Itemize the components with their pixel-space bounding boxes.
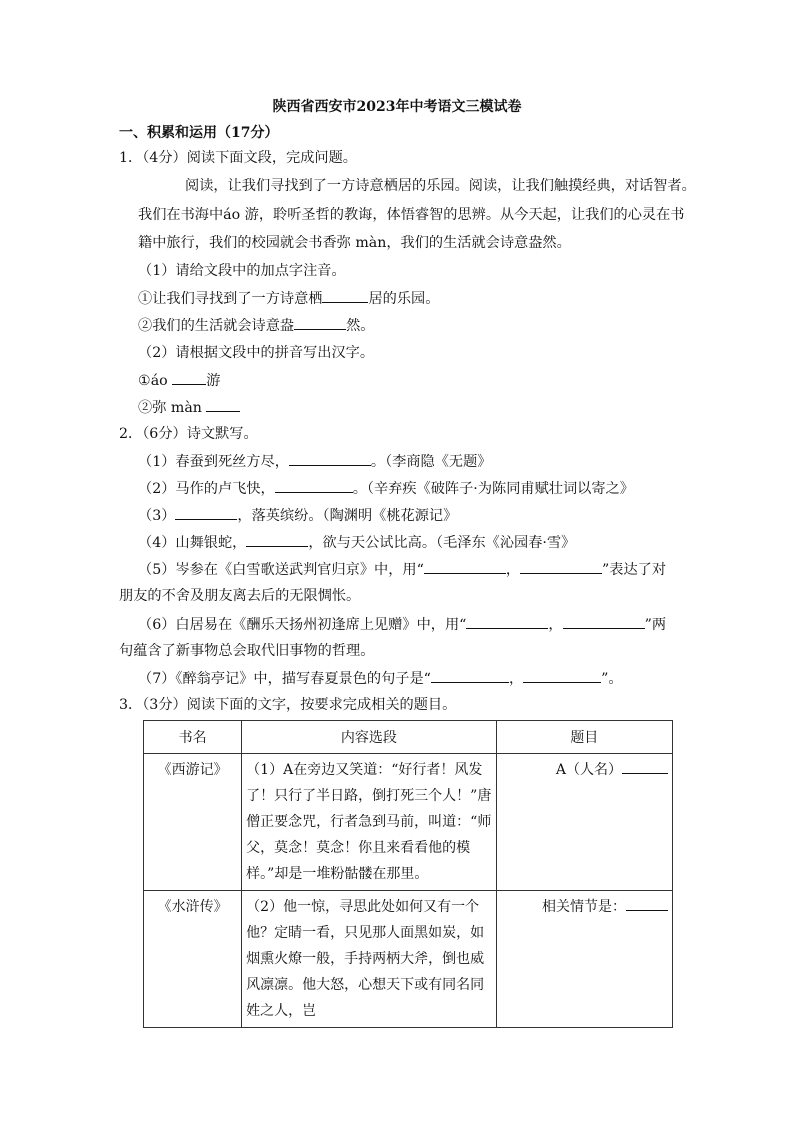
q1-item-4: ②弥 màn xyxy=(138,397,240,418)
q1-item-3: ①áo 游 xyxy=(138,370,220,391)
answer-blank[interactable] xyxy=(523,668,601,683)
book-name-cell: 《水浒传》 xyxy=(144,891,242,1028)
answer-blank[interactable] xyxy=(275,478,353,493)
q3-heading: 3．（3分）阅读下面的文字，按要求完成相关的题目。 xyxy=(119,697,457,713)
column-header: 内容选段 xyxy=(242,721,496,754)
q2-line-7: （7）《醉翁亭记》中，描写春夏景色的句子是“ ， ”。 xyxy=(138,668,623,689)
q1-passage-line-2: 我们在书海中áo 游，聆听圣哲的教诲，体悟睿智的思辨。从今天起，让我们的心灵在书 xyxy=(138,207,685,223)
answer-blank[interactable] xyxy=(175,505,237,520)
answer-blank[interactable] xyxy=(431,668,509,683)
excerpt-cell: （1）A在旁边又笑道：“好行者！风发了！只行了半日路，倒打死三个人！”唐僧正要念咒，行者急到马前，叫道：“师父，莫念！莫念！你且来看看他的模样。”却是一堆粉骷髅在那里。 xyxy=(242,754,496,891)
q2-line-6-cont: 句蕴含了新事物总会取代旧事物的哲理。 xyxy=(119,643,375,659)
exam-title: 陕西省西安市2023年中考语文三模试卷 xyxy=(272,99,522,115)
q2-line-2: （2）马作的卢飞快， 。（辛弃疾《破阵子·为陈同甫赋壮词以寄之》 xyxy=(138,478,634,499)
q1-heading: 1．（4分）阅读下面文段，完成问题。 xyxy=(119,150,357,166)
table-header-row xyxy=(144,721,673,754)
q1-sub2: （2）请根据文段中的拼音写出汉字。 xyxy=(138,345,375,361)
question-cell: A（人名） xyxy=(496,754,672,891)
answer-blank[interactable] xyxy=(206,397,240,412)
column-header: 题目 xyxy=(496,721,672,754)
excerpt-cell: （2）他一惊，寻思此处如何又有一个他？定睛一看，只见那人面黑如炭，如烟熏火燎一般，手持两柄大斧，倒也威风凛凛。他大怒，心想天下或有同名同姓之人，岂 xyxy=(242,891,496,1028)
q2-line-6: （6）白居易在《酬乐天扬州初逢席上见赠》中，用“ ， ”两 xyxy=(138,614,666,635)
q1-passage-line-1: 阅读，让我们寻找到了一方诗意栖居的乐园。阅读，让我们触摸经典，对话智者。 xyxy=(185,178,696,194)
q2-line-4: （4）山舞银蛇， ，欲与天公试比高。（毛泽东《沁园春·雪》 xyxy=(138,532,575,553)
table-row xyxy=(144,754,673,891)
answer-blank[interactable] xyxy=(424,559,506,574)
question-cell: 相关情节是： xyxy=(496,891,672,1028)
answer-blank[interactable] xyxy=(294,315,346,330)
q1-passage-line-3: 籍中旅行，我们的校园就会书香弥 màn，我们的生活就会诗意盎然。 xyxy=(138,235,571,251)
answer-blank[interactable] xyxy=(563,614,645,629)
column-header: 书名 xyxy=(144,721,242,754)
q1-item-2: ②我们的生活就会诗意盎 然。 xyxy=(138,315,374,336)
q2-heading: 2．（6分）诗文默写。 xyxy=(119,426,258,442)
answer-blank[interactable] xyxy=(172,370,206,385)
answer-blank[interactable] xyxy=(626,896,668,911)
section-heading: 一、积累和运用（17分） xyxy=(119,125,279,141)
q3-table xyxy=(143,720,673,1028)
q2-line-3: （3） ，落英缤纷。（陶渊明《桃花源记》 xyxy=(138,505,457,526)
book-name-cell: 《西游记》 xyxy=(144,754,242,891)
answer-blank[interactable] xyxy=(246,532,308,547)
answer-blank[interactable] xyxy=(520,559,602,574)
q1-sub1: （1）请给文段中的加点字注音。 xyxy=(138,263,346,279)
answer-blank[interactable] xyxy=(289,451,371,466)
answer-blank[interactable] xyxy=(466,614,548,629)
q2-line-1: （1）春蚕到死丝方尽， 。（李商隐《无题》 xyxy=(138,451,492,472)
q1-item-1: ①让我们寻找到了一方诗意栖 居的乐园。 xyxy=(138,288,439,309)
q2-line-5: （5）岑参在《白雪歌送武判官归京》中，用“ ， ”表达了对 xyxy=(138,559,666,580)
answer-blank[interactable] xyxy=(622,759,668,774)
answer-blank[interactable] xyxy=(322,288,368,303)
table-row xyxy=(144,891,673,1028)
q2-line-5-cont: 朋友的不舍及朋友离去后的无限惆怅。 xyxy=(119,588,361,604)
